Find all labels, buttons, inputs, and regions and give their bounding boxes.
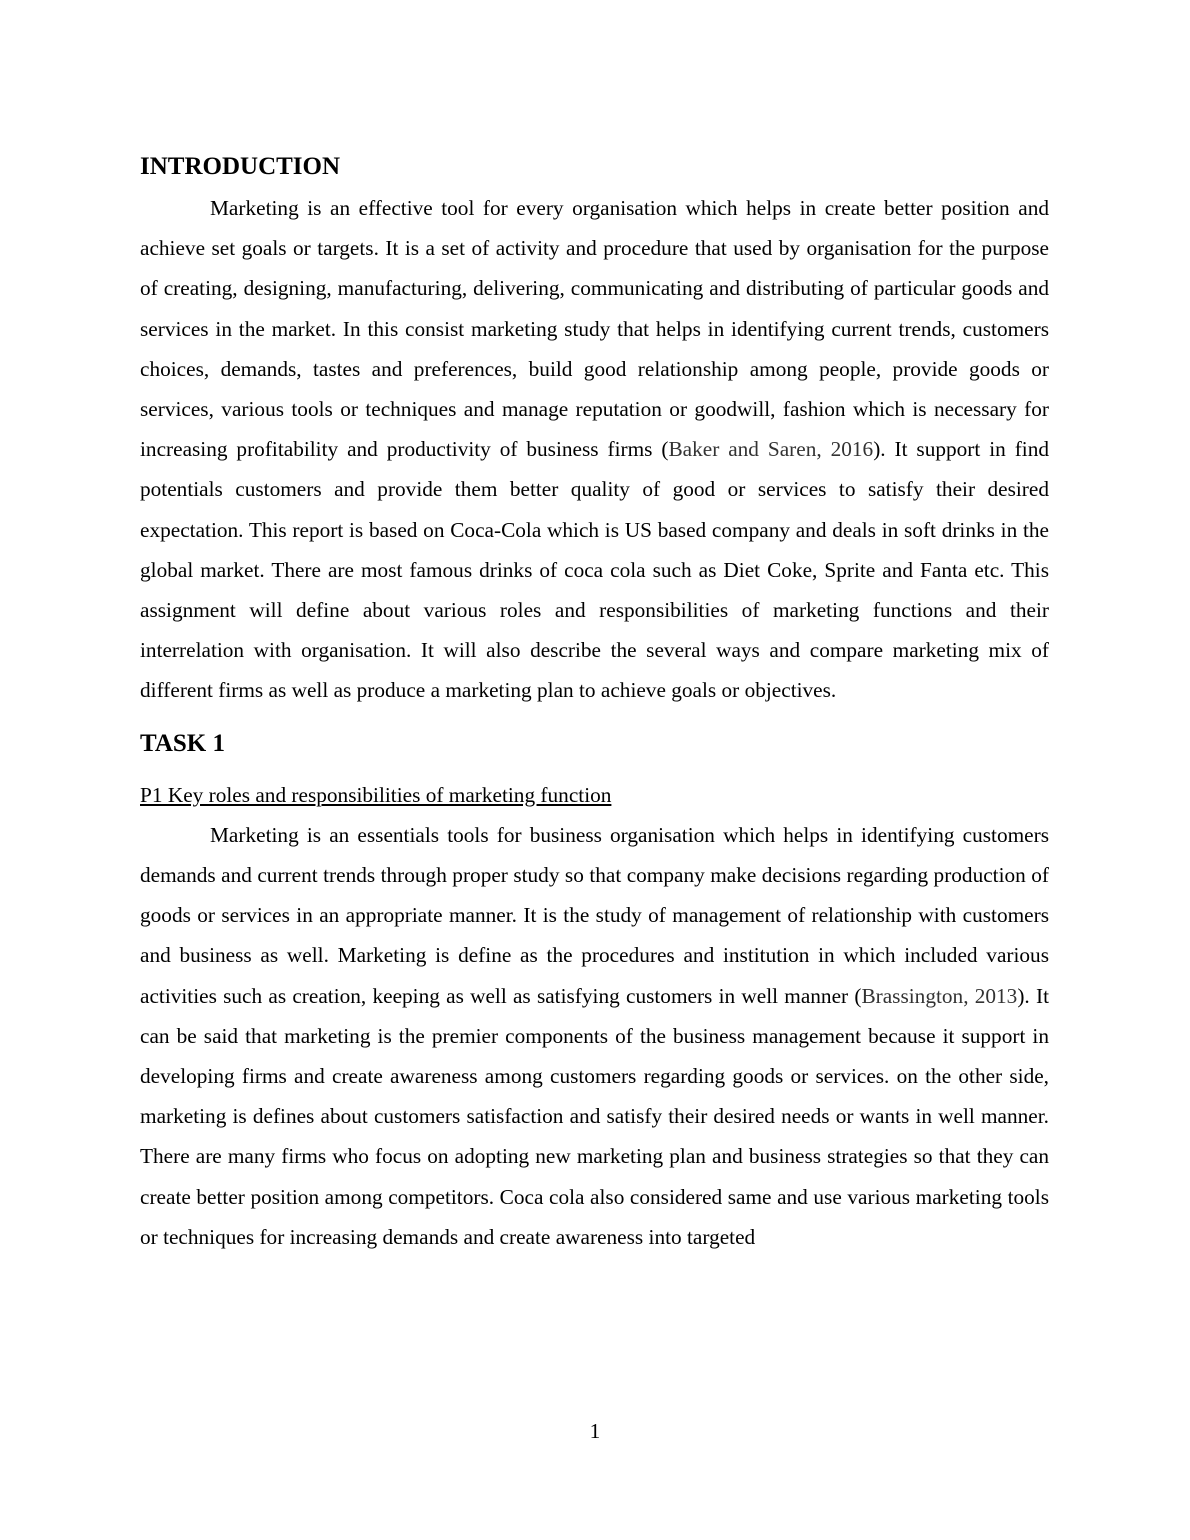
introduction-citation: Baker and Saren, 2016 [668, 437, 874, 462]
task-1-text-start: Marketing is an essentials tools for business organisation which helps in identifying customers demands and current trends through proper study so that company make decisions regarding production of goods or services in an appropriate manner. It is the study of management of relationship with customers and business as well. Marketing is define as the procedures and institution in which included various activities such as creation, keeping as well as satisfying customers in well manner ( [140, 822, 1049, 1008]
task-1-text-end: ). It can be said that marketing is the premier components of the business management because it support in developing firms and create awareness among customers regarding goods or services. on the other side, marketing is defines about customers satisfaction and satisfy their desired needs or wants in well manner. There are many firms who focus on adopting new marketing plan and business strategies so that they can create better position among competitors. Coca cola also considered same and use various marketing tools or techniques for increasing demands and create awareness into targeted [140, 983, 1049, 1249]
page-number: 1 [589, 1419, 601, 1443]
p1-subheading: P1 Key roles and responsibilities of marketing function [140, 782, 612, 807]
task-1-paragraph [140, 815, 1049, 1257]
task-1-heading: TASK 1 [140, 729, 225, 757]
introduction-text-start: Marketing is an effective tool for every organisation which helps in create better position and achieve set goals or targets. It is a set of activity and procedure that used by organisation for the purpose of creating, designing, manufacturing, delivering, communicating and distributing of particular goods and services in the market. In this consist marketing study that helps in identifying current trends, customers choices, demands, tastes and preferences, build good relationship among people, provide goods or services, various tools or techniques and manage reputation or goodwill, fashion which is necessary for increasing profitability and productivity of business firms ( [140, 196, 1049, 462]
page-content [140, 146, 1049, 1257]
task-1-citation: Brassington, 2013 [861, 983, 1018, 1008]
introduction-paragraph [140, 188, 1049, 711]
introduction-heading: INTRODUCTION [140, 153, 341, 180]
introduction-text-end: ). It support in find potentials customers and provide them better quality of good or services to satisfy their desired expectation. This report is based on Coca-Cola which is US based company and deals in soft drinks in the global market. There are most famous drinks of coca cola such as Diet Coke, Sprite and Fanta etc. This assignment will define about various roles and responsibilities of marketing functions and their interrelation with organisation. It will also describe the several ways and compare marketing mix of different firms as well as produce a marketing plan to achieve goals or objectives. [140, 437, 1050, 703]
